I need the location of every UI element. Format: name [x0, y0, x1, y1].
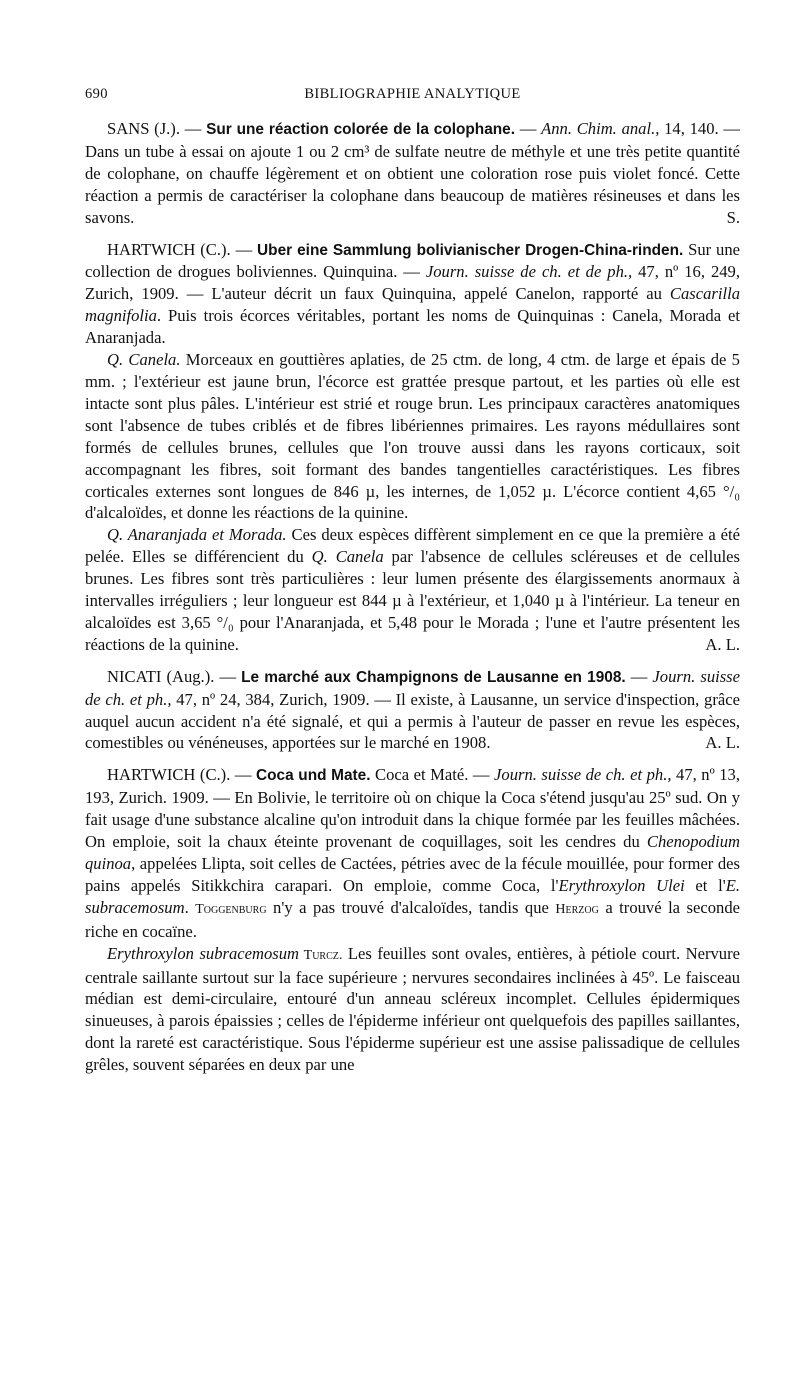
entry-species: Erythroxylon subracemosum: [107, 943, 300, 963]
entry-body: , appelées Llipta, soit celles de Cactées, pétries avec de la fécule mouillée, pour former des pains appelés Sitikkchira carapari. On emploie, comme Coca, l': [85, 854, 740, 895]
entry-species-author: Turcz.: [299, 947, 343, 963]
entry-species: Q. Canela: [311, 547, 384, 567]
entry-paragraph: HARTWICH (C.). — Coca und Mate. Coca et Maté. — Journ. suisse de ch. et ph., 47, nº 13, 193, Zurich. 1909. — En Bolivie, le territoire où on chique la Coca s'étend jusqu'au 25º sud. On y fait usage d'une substance alcaline qu'on introduit dans la chique formée par les feuilles mâchées. On emploie, soit la chaux éteinte provenant de coquillages, soit les cendres du Chenopodium quinoa, appelées Llipta, soit celles de Cactées, pétries avec de la fécule mouillée, pour former des pains appelés Sitikkchira carapari. On emploie, comme Coca, l'Erythroxylon Ulei et l'E. subracemosum. Toggenburg n'y a pas trouvé d'alcaloïdes, tandis que Herzog a trouvé la seconde riche en cocaïne.: [85, 765, 741, 941]
running-header: [85, 86, 740, 110]
entry-paragraph: SANS (J.). — Sur une réaction colorée de la colophane. — Ann. Chim. anal., 14, 140. — Dans un tube à essai on ajoute 1 ou 2 cm³ de sulfate neutre de méthyle et une très petite quantité de colophane, on chauffe légèrement et on obtient une coloration rose puis violet foncé. Cette réaction a permis de caractériser la colophane dans beaucoup de matières résineuses et dans les savons. S.: [85, 119, 740, 227]
entry-author: SANS (J.).: [107, 119, 180, 138]
entry-paragraph: [85, 349, 740, 524]
entry-translation: Sur une collection de drogues boliviennes. Quinquina. —: [85, 239, 741, 282]
entry-ref: 47, nº 16, 249, Zurich, 1909.: [85, 262, 740, 304]
entry-ref: 47, nº 24, 384, Zurich, 1909.: [171, 689, 370, 709]
entry-paragraph: [85, 524, 740, 655]
entry-body: — Il existe, à Lausanne, un service d'inspection, grâce auquel aucun accident n'a été signalé, et qui a permis à l'auteur de passer en revue les espèces, comestibles ou vénéneuses, apportées sur le marché en 1908.: [85, 689, 740, 753]
entry-ref: 47, nº 13, 193, Zurich. 1909.: [85, 765, 740, 808]
entry-title: Sur une réaction colorée de la colophane.: [206, 121, 515, 138]
entry-author: NICATI (Aug.).: [107, 666, 215, 686]
entry-source: Journ. suisse de ch. et ph.,: [85, 666, 741, 709]
entry-species: Erythroxylon Ulei: [558, 875, 685, 895]
document-page: [85, 86, 740, 1076]
entry-body: Les feuilles sont ovales, entières, à pétiole court. Nervure centrale saillante surtout sur la face supérieure ; nervures secondaires inclinées à 45º. Le faisceau médian est demi-circulaire, entouré d'un anneau scléreux incomplet. Cellules épidermiques sinueuses, à parois épaissies ; celles de l'épiderme inférieur ont quelquefois des papilles saillantes, dont la rareté est caractéristique. Sous l'épiderme supérieur est une assise palissadique de cellules grêles, souvent séparées en deux par une: [85, 943, 740, 1075]
entry-body: a trouvé la seconde riche en cocaïne.: [85, 897, 740, 941]
entry-person-name: Toggenburg: [195, 901, 267, 917]
entry-source: Journ. suisse de ch. et ph.,: [494, 765, 672, 785]
entry-paragraph: NICATI (Aug.). — Le marché aux Champignons de Lausanne en 1908. — Journ. suisse de ch. et ph., 47, nº 24, 384, Zurich, 1909. — Il existe, à Lausanne, un service d'inspection, grâce auquel aucun accident n'a été signalé, et qui a permis à l'auteur de passer en revue les espèces, comestibles ou vénéneuses, apportées sur le marché en 1908. A. L.: [85, 666, 741, 753]
entry-source: Journ. suisse de ch. et de ph.,: [425, 262, 633, 282]
entry-sans: [85, 118, 740, 229]
entry-body: — L'auteur décrit un faux Quinquina, appelé Canelon, rapporté au: [178, 284, 670, 304]
entry-body: et l': [684, 875, 726, 895]
entry-author: HARTWICH (C.).: [107, 765, 231, 785]
entry-species: Chenopodium quinoa: [85, 832, 740, 873]
entry-title: Coca und Mate.: [256, 767, 371, 785]
entry-body: . Puis trois écorces véritables, portant les noms de Quinquinas : Canela, Morada et Anaranjada.: [85, 306, 740, 348]
entry-subhead: Q. Canela.: [107, 350, 181, 370]
entry-hartwich-coca: [85, 764, 740, 1076]
entry-title: Le marché aux Champignons de Lausanne en 1908.: [241, 668, 626, 686]
entry-subhead: Q. Anaranjada et Morada.: [107, 525, 287, 545]
entry-species: E. subracemosum: [85, 875, 741, 917]
entry-source: Ann. Chim. anal.,: [541, 119, 660, 138]
entry-body: .: [184, 897, 196, 917]
entry-body: Ces deux espèces diffèrent simplement en ce que la première a été pelée. Elles se différencient du: [85, 525, 741, 567]
entry-body: — En Bolivie, le territoire où on chique la Coca s'étend jusqu'au 25º sud. On y fait usage d'une substance alcaline qu'on introduit dans la chique formée par les feuilles mâchées. On emploie, soit la chaux éteinte provenant de coquillages, soit les cendres du: [85, 788, 740, 852]
page-number: 690: [85, 86, 108, 102]
entry-body: par l'absence de cellules scléreuses et de cellules brunes. Les fibres sont très particulières : leur lumen présente des élargissements anormaux à intervalles irréguliers ; leur longueur est 844 µ à l'extérieur, et 1,040 µ à l'intérieur. La teneur en alcaloïdes est 3,65 °/₀ pour l'Anaranjada, et 5,48 pour le Morada ; l'une et l'autre présentent les réactions de la quinine.: [85, 547, 741, 654]
entry-translation: Coca et Maté. —: [370, 765, 495, 785]
entry-body: Morceaux en gouttières aplaties, de 25 ctm. de long, 4 ctm. de large et épais de 5 mm. ; l'extérieur est jaune brun, l'écorce est grattée presque partout, et les parties où elle est intacte sont plus pâles. L'intérieur est strié et rouge brun. Les principaux caractères anatomiques sont l'absence de tubes criblés et de fibres libériennes primaires. Les rayons médullaires sont formés de cellules brunes, cellules que l'on trouve aussi dans les rayons corticaux, soit accompagnant les fibres, soit formant des bandes tangentielles caractéristiques. Les fibres corticales externes sont longues de 846 µ, les internes, de 1,052 µ. L'écorce contient 4,65 °/₀ d'alcaloïdes, et donne les réactions de la quinine.: [85, 350, 740, 523]
entry-paragraph: HARTWICH (C.). — Uber eine Sammlung bolivianischer Drogen-China-rinden. Sur une collection de drogues boliviennes. Quinquina. — Journ. suisse de ch. et de ph., 47, nº 16, 249, Zurich, 1909. — L'auteur décrit un faux Quinquina, appelé Canelon, rapporté au Cascarilla magnifolia. Puis trois écorces véritables, portant les noms de Quinquinas : Canela, Morada et Anaranjada.: [85, 239, 741, 348]
running-title: BIBLIOGRAPHIE ANALYTIQUE: [304, 86, 521, 102]
entry-hartwich-quinquina: [85, 239, 740, 656]
entry-body: n'y a pas trouvé d'alcaloïdes, tandis que: [266, 897, 556, 917]
entry-paragraph: [85, 943, 740, 1076]
entry-signature: A. L.: [705, 733, 740, 753]
entry-person-name: Herzog: [555, 901, 599, 917]
entry-ref: 14, 140.: [659, 119, 719, 138]
entry-author: HARTWICH (C.).: [107, 239, 231, 259]
entry-signature: A. L.: [705, 634, 740, 654]
entry-species: Cascarilla magnifolia: [85, 284, 740, 326]
entry-signature: S.: [726, 207, 740, 227]
entry-nicati: [85, 666, 740, 755]
entry-body: — Dans un tube à essai on ajoute 1 ou 2 cm³ de sulfate neutre de méthyle et une très petite quantité de colophane, on chauffe légèrement et on obtient une coloration rose puis violet foncé. Cette réaction a permis de caractériser la colophane dans beaucoup de matières résineuses et dans les savons.: [85, 119, 740, 227]
entry-title: Uber eine Sammlung bolivianischer Drogen-China-rinden.: [257, 241, 684, 259]
